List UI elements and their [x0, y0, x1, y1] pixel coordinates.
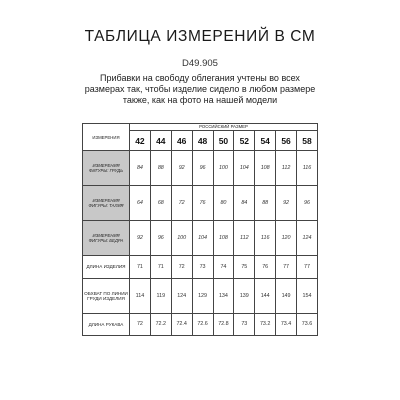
article-code: D49.905: [182, 58, 218, 69]
table-header-row: [83, 124, 318, 131]
table-cell: 149: [276, 278, 297, 313]
size-table: [82, 123, 318, 336]
table-cell: 80: [213, 186, 234, 221]
table-cell: 72: [130, 313, 151, 335]
table-cell: 73.6: [297, 313, 318, 335]
table-cell: 134: [213, 278, 234, 313]
table-cell: 124: [297, 221, 318, 256]
row-label: ИЗМЕРЕНИЯ ФИГУРЫ: ТАЛИЯ: [83, 186, 130, 221]
table-cell: 116: [255, 221, 276, 256]
table-cell: 71: [150, 256, 171, 278]
table-cell: 139: [234, 278, 255, 313]
fit-note: Прибавки на свободу облегания учтены во всех размерах так, чтобы изделие сидело в любом размере также, как на фото на нашей модели: [84, 73, 316, 105]
table-row: [83, 151, 318, 186]
table-cell: 129: [192, 278, 213, 313]
table-cell: 72: [171, 256, 192, 278]
row-label: ИЗМЕРЕНИЯ ФИГУРЫ: ГРУДЬ: [83, 151, 130, 186]
table-cell: 112: [234, 221, 255, 256]
table-cell: 73.2: [255, 313, 276, 335]
table-cell: 119: [150, 278, 171, 313]
table-cell: 92: [171, 151, 192, 186]
table-cell: 77: [276, 256, 297, 278]
table-cell: 75: [234, 256, 255, 278]
row-label: ДЛИНА ИЗДЕЛИЯ: [83, 256, 130, 278]
table-cell: 73: [234, 313, 255, 335]
table-cell: 72.2: [150, 313, 171, 335]
size-header-cell: 50: [213, 131, 234, 151]
table-cell: 72: [171, 186, 192, 221]
size-header-cell: 58: [297, 131, 318, 151]
size-header-cell: 54: [255, 131, 276, 151]
table-row: [83, 313, 318, 335]
table-row: [83, 186, 318, 221]
table-cell: 124: [171, 278, 192, 313]
table-cell: 114: [130, 278, 151, 313]
table-cell: 108: [213, 221, 234, 256]
page-title: ТАБЛИЦА ИЗМЕРЕНИЙ В СМ: [84, 28, 316, 45]
table-cell: 120: [276, 221, 297, 256]
size-header-cell: 48: [192, 131, 213, 151]
table-cell: 100: [213, 151, 234, 186]
size-header-cell: 42: [130, 131, 151, 151]
table-cell: 100: [171, 221, 192, 256]
table-cell: 88: [255, 186, 276, 221]
table-cell: 92: [130, 221, 151, 256]
table-cell: 71: [130, 256, 151, 278]
corner-label: ИЗМЕРЕНИЯ: [83, 124, 130, 151]
table-cell: 73.4: [276, 313, 297, 335]
table-cell: 96: [192, 151, 213, 186]
size-header-cell: 52: [234, 131, 255, 151]
table-cell: 64: [130, 186, 151, 221]
row-label: ИЗМЕРЕНИЯ ФИГУРЫ: БЕДРА: [83, 221, 130, 256]
table-row: [83, 278, 318, 313]
table-cell: 84: [234, 186, 255, 221]
table-cell: 104: [192, 221, 213, 256]
table-cell: 116: [297, 151, 318, 186]
table-cell: 76: [255, 256, 276, 278]
table-cell: 76: [192, 186, 213, 221]
table-cell: 96: [297, 186, 318, 221]
table-row: [83, 221, 318, 256]
table-cell: 154: [297, 278, 318, 313]
table-cell: 104: [234, 151, 255, 186]
table-cell: 77: [297, 256, 318, 278]
size-header-cell: 46: [171, 131, 192, 151]
table-cell: 112: [276, 151, 297, 186]
size-group-header: РОССИЙСКИЙ РАЗМЕР: [130, 124, 318, 131]
table-cell: 108: [255, 151, 276, 186]
table-cell: 144: [255, 278, 276, 313]
table-cell: 72.6: [192, 313, 213, 335]
table-cell: 92: [276, 186, 297, 221]
table-cell: 74: [213, 256, 234, 278]
table-cell: 84: [130, 151, 151, 186]
table-cell: 73: [192, 256, 213, 278]
table-cell: 96: [150, 221, 171, 256]
table-cell: 88: [150, 151, 171, 186]
size-header-cell: 56: [276, 131, 297, 151]
size-header-cell: 44: [150, 131, 171, 151]
row-label: ДЛИНА РУКАВА: [83, 313, 130, 335]
table-cell: 68: [150, 186, 171, 221]
table-row: [83, 256, 318, 278]
row-label: ОБХВАТ ПО ЛИНИИ ГРУДИ ИЗДЕЛИЯ: [83, 278, 130, 313]
table-cell: 72.4: [171, 313, 192, 335]
table-cell: 72.8: [213, 313, 234, 335]
